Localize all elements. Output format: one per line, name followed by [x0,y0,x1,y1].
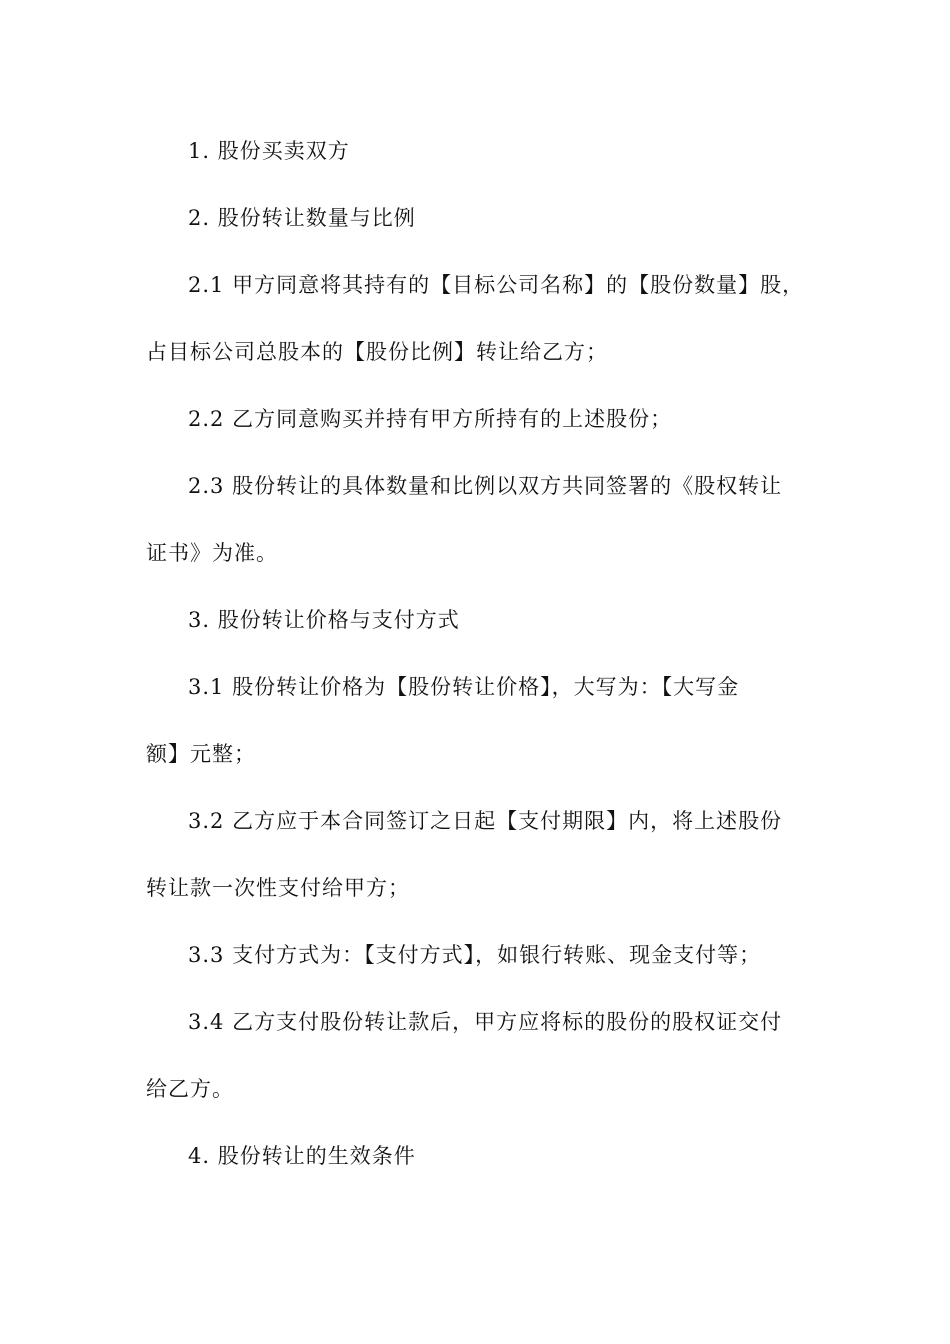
clause-2-1: 2.1 甲方同意将其持有的【目标公司名称】的【股份数量】股， [188,273,805,297]
section-heading-3: 3. 股份转让价格与支付方式 [188,608,460,632]
clause-2-3-continued: 证书》为准。 [146,541,278,565]
clause-3-2: 3.2 乙方应于本合同签订之日起【支付期限】内，将上述股份 [188,809,783,833]
clause-3-1-continued: 额】元整； [146,742,256,766]
clause-3-4-continued: 给乙方。 [146,1077,234,1101]
clause-2-3: 2.3 股份转让的具体数量和比例以双方共同签署的《股权转让 [188,474,783,498]
clause-3-2-continued: 转让款一次性支付给甲方； [146,876,410,900]
document-body [146,118,814,1190]
section-heading-2: 2. 股份转让数量与比例 [188,206,416,230]
clause-2-1-continued: 占目标公司总股本的【股份比例】转让给乙方； [146,340,608,364]
clause-3-1: 3.1 股份转让价格为【股份转让价格】，大写为：【大写金 [188,675,740,699]
section-heading-1: 1. 股份买卖双方 [188,139,350,163]
clause-3-3: 3.3 支付方式为：【支付方式】，如银行转账、现金支付等； [188,943,762,967]
clause-3-4: 3.4 乙方支付股份转让款后，甲方应将标的股份的股权证交付 [188,1010,783,1034]
section-heading-4: 4. 股份转让的生效条件 [188,1144,416,1168]
clause-2-2: 2.2 乙方同意购买并持有甲方所持有的上述股份； [188,407,673,431]
